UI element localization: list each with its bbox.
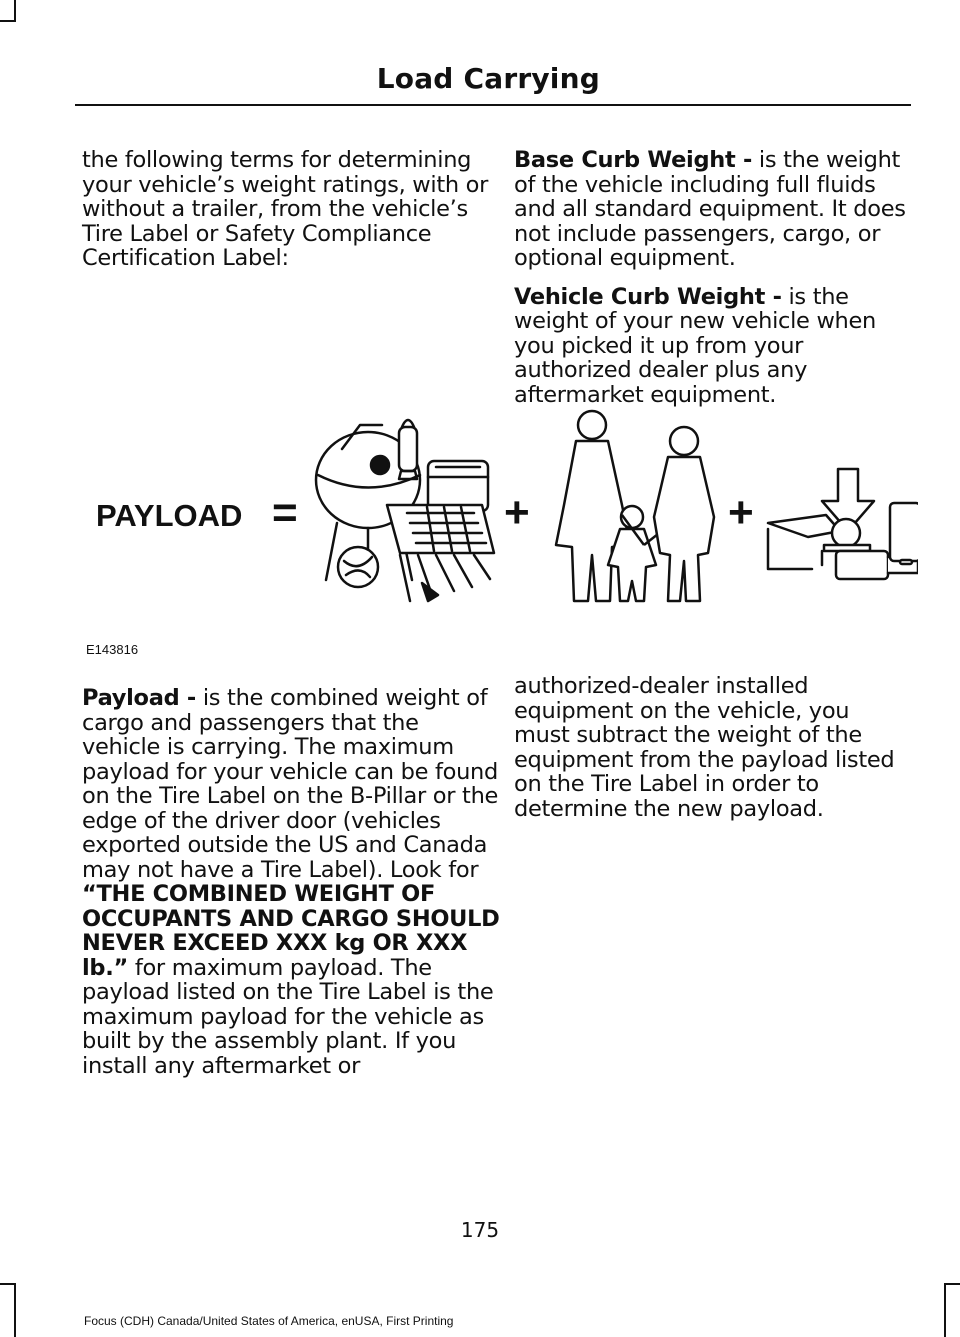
- base-curb-weight-term: Base Curb Weight -: [514, 147, 753, 173]
- crop-mark: [0, 1283, 16, 1285]
- intro-column: [82, 148, 502, 285]
- payload-text-1: is the combined weight of cargo and passengers that the vehicle is carrying. The maximum payload for your vehicle can be found on the Tire Label on the B-Pillar or the edge of the driver door (vehicles exported outside the US and Canada may not have a Tire Label). Look for: [82, 685, 499, 883]
- payload-continued-column: [514, 674, 910, 835]
- figure-code: E143816: [86, 642, 139, 657]
- vehicle-curb-weight-paragraph: [514, 285, 910, 408]
- plus-sign: +: [504, 488, 530, 537]
- page-title: Load Carrying: [376, 62, 600, 95]
- payload-continued-paragraph: authorized-dealer installed equipment on the vehicle, you must subtract the weight of the equipment from the payload listed on the Tire Label in order to determine the new payload.: [514, 673, 895, 822]
- definitions-column: [514, 148, 910, 421]
- payload-label: PAYLOAD: [96, 498, 243, 533]
- crop-mark: [0, 20, 16, 22]
- payload-paragraph: [82, 686, 502, 1078]
- vehicle-curb-weight-term: Vehicle Curb Weight -: [514, 283, 782, 310]
- payload-label-quote: “THE COMBINED WEIGHT OF OCCUPANTS AND CARGO SHOULD NEVER EXCEED XXX kg OR XXX lb.”: [82, 881, 500, 981]
- intro-paragraph: the following terms for determining your vehicle’s weight ratings, with or without a trailer, from the vehicle’s Tire Label or Safety Compliance Certification Label:: [82, 147, 489, 271]
- footer-text: Focus (CDH) Canada/United States of America, enUSA, First Printing: [84, 1314, 454, 1328]
- crop-mark: [944, 1283, 946, 1337]
- vehicle-curb-weight-text: is the weight of your new vehicle when you picked it up from your authorized dealer plus any aftermarket equipment.: [514, 283, 877, 408]
- family-passengers-icon: [556, 411, 714, 601]
- crop-mark: [14, 1283, 16, 1337]
- trailer-hitch-icon: [768, 469, 918, 579]
- payload-illustration: [82, 405, 918, 610]
- header-rule: [75, 104, 911, 106]
- crop-mark: [14, 0, 16, 22]
- crop-mark: [944, 1283, 960, 1285]
- page-number: 175: [460, 1218, 500, 1242]
- base-curb-weight-paragraph: [514, 148, 910, 271]
- cargo-gear-icon: [316, 420, 494, 601]
- equals-sign: =: [272, 488, 298, 537]
- payload-column: [82, 686, 502, 1092]
- base-curb-weight-text: is the weight of the vehicle including full fluids and all standard equipment. It does not include passengers, cargo, or optional equipment.: [514, 147, 906, 271]
- payload-term: Payload -: [82, 685, 196, 711]
- plus-sign: +: [728, 488, 754, 537]
- payload-text-2: for maximum payload. The payload listed on the Tire Label is the maximum payload for the vehicle as built by the assembly plant. If you install any aftermarket or: [82, 954, 494, 1079]
